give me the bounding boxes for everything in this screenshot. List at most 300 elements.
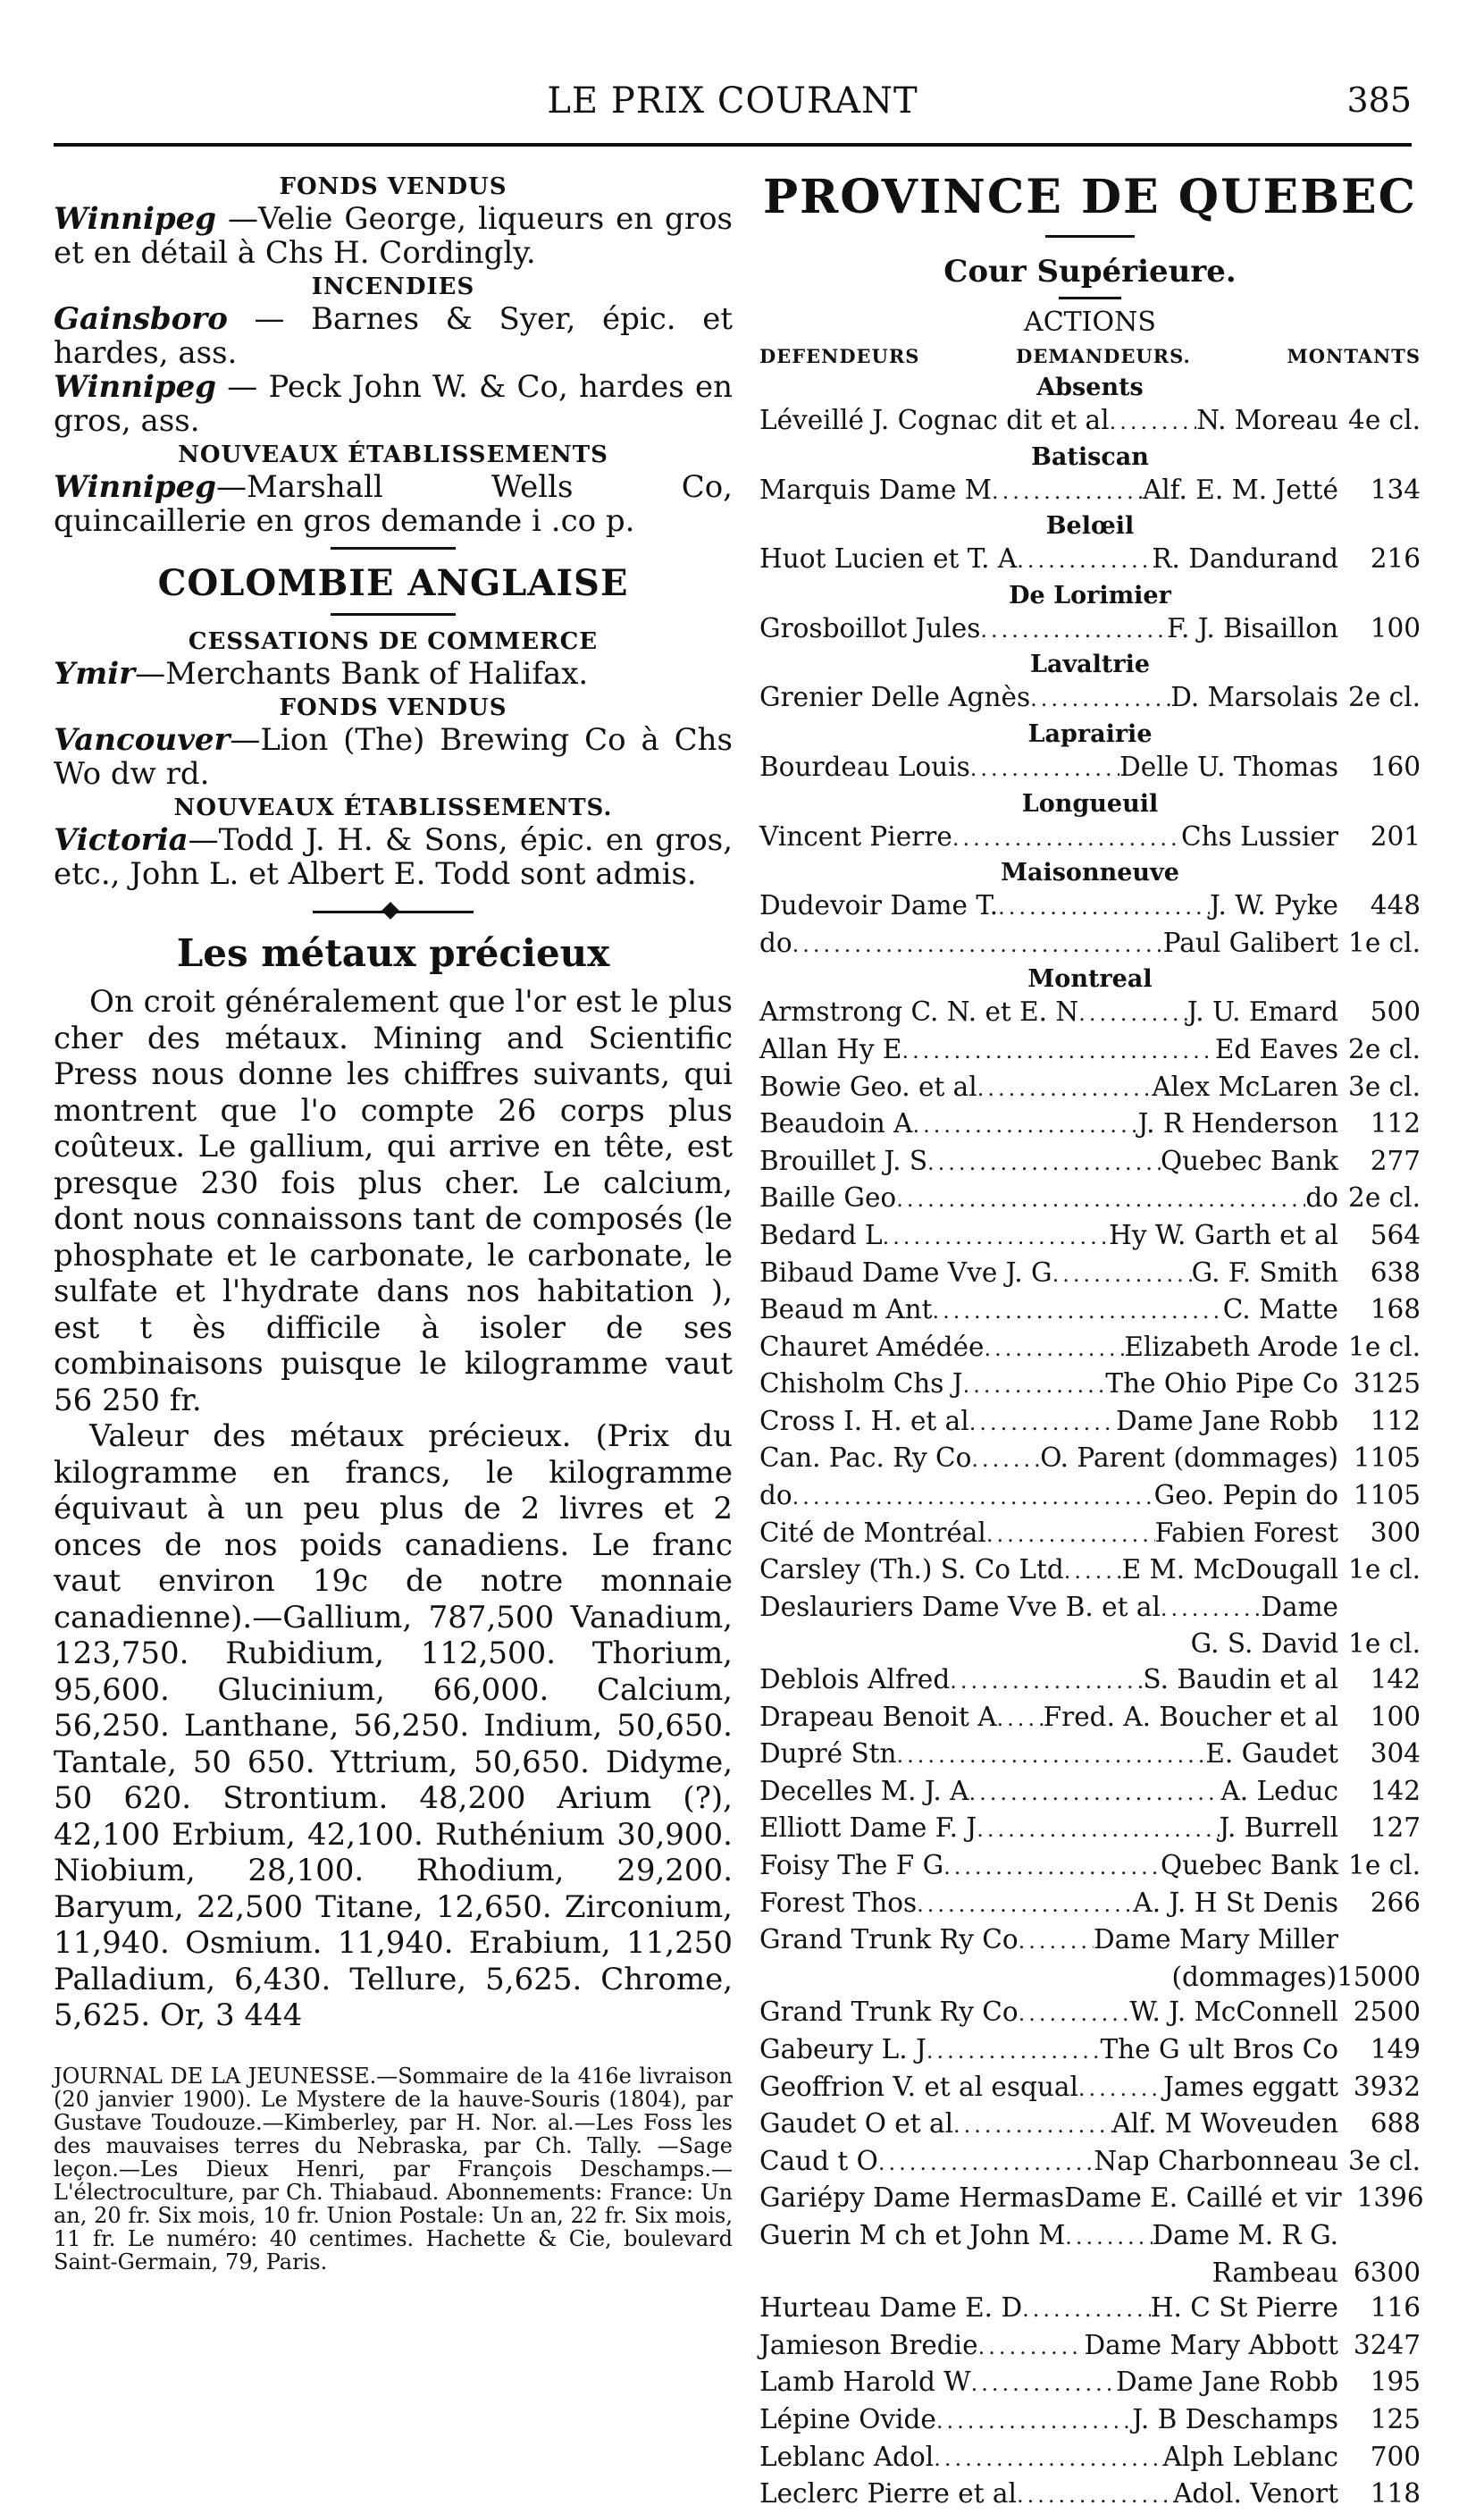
notice-text: —Todd J. H. & Sons, épic. en gros, etc., John L. et Albert E. Todd sont admis.	[54, 822, 733, 892]
action-row	[759, 1736, 1421, 1774]
demandeur: Dame	[1261, 1591, 1338, 1622]
montant: 168	[1370, 1294, 1421, 1325]
leader-dots	[901, 1034, 1214, 1070]
action-row	[759, 750, 1421, 787]
action-row	[759, 995, 1421, 1032]
montant: 15000	[1337, 1961, 1421, 1992]
demandeur: (dommages)	[1171, 1961, 1337, 1992]
notice-text: —Lion (The) Brewing Co à Chs Wo dw rd.	[54, 722, 733, 792]
demandeur: C. Matte	[1222, 1294, 1338, 1325]
leader-dots	[1017, 543, 1152, 579]
action-row	[759, 2291, 1421, 2328]
leader-dots	[952, 821, 1181, 857]
demandeur: The Ohio Pipe Co	[1105, 1368, 1338, 1400]
article-paragraph: On croit généralement que l'or est le plus cher des métaux. Mining and Scientific Press nous donne les chiffres suivants, qui montrent que l'o compte 26 corps plus coûteux. Le gallium, qui arrive en tête, est presque 230 fois plus cher. Le calcium, dont nous connaissons tant de composés (le phosphate et le carbonate, le carbonate, le sulfate et l'hydrate dans nos habitation ), est t ès difficile à isoler de ses combinaisons puisque le kilogramme vaut 56 250 fr.	[54, 984, 734, 1418]
montant: 1e cl.	[1348, 1554, 1421, 1585]
montant: 1396	[1356, 2182, 1424, 2214]
leader-dots	[997, 1702, 1044, 1737]
leader-dots	[980, 613, 1167, 649]
defendeur: Caud t O	[759, 2145, 878, 2176]
demandeur: James eggatt	[1163, 2071, 1338, 2102]
montant: 2e cl.	[1348, 1182, 1421, 1214]
leader-dots	[926, 2034, 1101, 2070]
demandeur: Fred. A. Boucher et al	[1043, 1701, 1338, 1732]
defendeur: Allan Hy E	[759, 1033, 902, 1064]
leader-dots	[969, 1406, 1116, 1442]
notice-text: —Velie George, liqueurs en gros et en détail à Chs H. Cordingly.	[54, 201, 733, 271]
action-row	[759, 2032, 1421, 2070]
header-demandeurs: DEMANDEURS.	[1016, 345, 1191, 367]
running-title: LE PRIX COURANT	[547, 80, 918, 122]
demandeur: H. C St Pierre	[1150, 2292, 1338, 2324]
leader-dots	[792, 1480, 1154, 1516]
demandeur: Dame M. R G.	[1152, 2219, 1338, 2250]
leader-dots	[1017, 2478, 1173, 2514]
defendeur: Dupré Stn	[759, 1738, 897, 1770]
montant: 1105	[1353, 1442, 1421, 1474]
leader-dots	[977, 1812, 1219, 1848]
subheading: NOUVEAUX ÉTABLISSEMENTS.	[173, 795, 613, 821]
demandeur: do	[1305, 1182, 1338, 1214]
demandeur: J. U. Emard	[1186, 996, 1338, 1028]
demandeur: A. J. H St Denis	[1133, 1887, 1338, 1918]
leader-dots	[1065, 2220, 1152, 2256]
defendeur: Leclerc Pierre et al	[759, 2478, 1017, 2510]
demandeur: E. Gaudet	[1205, 1738, 1338, 1770]
leader-dots	[878, 2146, 1094, 2182]
subheading: FONDS VENDUS	[279, 694, 507, 721]
column-headers	[759, 345, 1421, 367]
place-name: Winnipeg	[54, 469, 217, 505]
montant: 142	[1370, 1664, 1421, 1695]
demandeur: E M. McDougall	[1121, 1554, 1338, 1585]
demandeur: Adol. Venort	[1173, 2478, 1338, 2510]
demandeur: S. Baudin et al	[1143, 1664, 1338, 1695]
leader-dots	[953, 2108, 1111, 2144]
leader-dots	[970, 752, 1119, 787]
demandeur: G. F. Smith	[1191, 1257, 1338, 1288]
defendeur: Deslauriers Dame Vve B. et al	[759, 1591, 1161, 1622]
leader-dots	[992, 475, 1143, 510]
montant: 125	[1370, 2403, 1421, 2434]
defendeur: Grand Trunk Ry Co	[759, 1997, 1019, 2028]
action-row	[759, 1886, 1421, 1923]
page-number: 385	[1346, 80, 1412, 120]
notice-entry	[54, 370, 733, 438]
demandeur: A. Leduc	[1220, 1775, 1338, 1806]
demandeur: G. S. David	[1190, 1628, 1338, 1660]
montant: 100	[1370, 612, 1421, 643]
left-column	[54, 170, 733, 2274]
leader-dots	[943, 1850, 1161, 1886]
defendeur: Decelles M. J. A	[759, 1775, 969, 1806]
notice-entry	[54, 657, 733, 691]
leader-dots	[963, 1368, 1106, 1404]
defendeur: do	[759, 1480, 792, 1511]
action-row	[759, 473, 1421, 510]
leader-dots	[998, 890, 1210, 926]
action-row	[759, 1330, 1421, 1367]
demandeur: Nap Charbonneau	[1094, 2145, 1338, 2176]
leader-dots	[971, 2367, 1116, 2402]
subheading: FONDS VENDUS	[279, 173, 507, 200]
action-row-continued	[759, 1627, 1421, 1662]
demandeur: W. J. McConnell	[1129, 1997, 1338, 2028]
defendeur: Leblanc Adol	[759, 2441, 935, 2472]
action-row	[759, 2218, 1421, 2256]
demandeur: Alf. E. M. Jetté	[1142, 474, 1338, 505]
defendeur: do	[759, 927, 792, 958]
leader-dots	[934, 2442, 1162, 2477]
action-row	[759, 2106, 1421, 2144]
action-row	[759, 2440, 1421, 2477]
demandeur: Geo. Pepin do	[1153, 1480, 1338, 1511]
montant: 149	[1370, 2033, 1421, 2064]
demandeur: J. R Henderson	[1137, 1108, 1338, 1139]
defendeur: Forest Thos	[759, 1887, 918, 1918]
montant: 638	[1370, 1257, 1421, 1288]
montant: 201	[1370, 820, 1421, 852]
defendeur: Armstrong C. N. et E. N	[759, 996, 1079, 1028]
place-heading: Maisonneuve	[1001, 859, 1179, 887]
action-row	[759, 2365, 1421, 2402]
place-name: Victoria	[54, 822, 189, 858]
montant: 1105	[1353, 1480, 1421, 1511]
action-row	[759, 1366, 1421, 1404]
action-row	[759, 2402, 1421, 2440]
place-heading: Batiscan	[1031, 442, 1149, 471]
action-row	[759, 1292, 1421, 1330]
montant: 300	[1370, 1517, 1421, 1548]
action-row	[759, 1590, 1421, 1627]
actions-list	[759, 373, 1424, 2514]
action-row	[759, 1070, 1421, 1107]
montant: 100	[1370, 1701, 1421, 1732]
leader-dots	[883, 1220, 1110, 1256]
montant: 4e cl.	[1348, 405, 1421, 435]
section-rule	[331, 547, 456, 550]
action-row	[759, 2144, 1421, 2182]
defendeur: Marquis Dame M	[759, 474, 992, 505]
montant: 127	[1370, 1812, 1421, 1844]
montant: 3125	[1353, 1368, 1421, 1400]
header-montants: MONTANTS	[1287, 345, 1421, 367]
action-row	[759, 2476, 1421, 2514]
journal-title: JOURNAL DE LA JEUNESSE.	[54, 2063, 377, 2089]
subheading: NOUVEAUX ÉTABLISSEMENTS	[178, 441, 608, 468]
leader-dots	[1110, 405, 1197, 441]
montant: 2e cl.	[1348, 682, 1421, 713]
defendeur: Gariépy Dame Hermas	[759, 2182, 1065, 2214]
section-title: COLOMBIE ANGLAISE	[157, 562, 629, 604]
defendeur: Cross I. H. et al	[759, 1405, 969, 1436]
action-row	[759, 1848, 1421, 1886]
notice-entry	[54, 470, 733, 538]
defendeur: Bedard L	[759, 1219, 883, 1250]
notice-entry	[54, 723, 733, 791]
defendeur: Elliott Dame F. J	[759, 1812, 977, 1844]
notice-entry	[54, 302, 733, 370]
montant: 2e cl.	[1348, 1033, 1421, 1064]
article-paragraph: Valeur des métaux précieux. (Prix du kilogramme en francs, le kilogramme équivaut à un peu plus de 2 livres et 2 onces de nos poids canadiens. Le franc vaut environ 19c de notre monnaie canadienne).—Gallium, 787,500 Vanadium, 123,750. Rubidium, 112,500. Thorium, 95,600. Glucinium, 66,000. Calcium, 56,250. Lanthane, 56,250. Indium, 50,650. Tantale, 50 650. Yttrium, 50,650. Didyme, 50 620. Strontium. 48,200 Arium (?), 42,100 Erbium, 42,100. Ruthénium 30,900. Niobium, 28,100. Rhodium, 29,200. Baryum, 22,500 Titane, 12,650. Zirconium, 11,940. Osmium. 11,940. Erabium, 11,250 Palladium, 6,430. Tellure, 5,625. Chrome, 5,625. Or, 3 444	[54, 1418, 733, 2033]
leader-dots	[1064, 1554, 1122, 1590]
subheading: INCENDIES	[311, 273, 475, 300]
section-rule	[331, 613, 456, 616]
defendeur: Cité de Montréal	[759, 1517, 986, 1548]
leader-dots	[1030, 682, 1170, 718]
demandeur: D. Marsolais	[1170, 682, 1338, 713]
montant: 3932	[1353, 2071, 1421, 2102]
montant: 112	[1370, 1405, 1421, 1436]
leader-dots	[986, 1518, 1155, 1553]
notice-entry	[54, 202, 733, 270]
bulletin-colombie	[54, 628, 733, 891]
action-row	[759, 1552, 1421, 1590]
leader-dots	[936, 2404, 1132, 2440]
demandeur: J. W. Pyke	[1209, 890, 1338, 921]
leader-dots	[933, 1294, 1223, 1330]
action-row	[759, 611, 1421, 649]
place-heading: Belœil	[1045, 512, 1135, 541]
demandeur: Dame Mary Abbott	[1084, 2329, 1338, 2360]
place-name: Vancouver	[54, 722, 231, 758]
defendeur: Hurteau Dame E. D	[759, 2292, 1023, 2324]
title-rule	[1045, 235, 1135, 238]
action-row	[759, 1995, 1421, 2032]
action-row	[759, 2181, 1424, 2218]
defendeur: Vincent Pierre	[759, 820, 952, 852]
montant: 3e cl.	[1348, 1071, 1421, 1102]
demandeur: O. Parent (dommages)	[1040, 1442, 1338, 1474]
header-rule	[54, 143, 1412, 147]
defendeur: Beaudoin A	[759, 1108, 913, 1139]
place-heading: Longueuil	[1021, 789, 1159, 818]
action-row	[759, 2070, 1421, 2107]
leader-dots	[978, 2330, 1085, 2366]
subheading: CESSATIONS DE COMMERCE	[188, 628, 599, 655]
demandeur: F. J. Bisaillon	[1167, 612, 1338, 643]
action-row	[759, 542, 1421, 579]
place-heading: Lavaltrie	[1029, 651, 1151, 679]
demandeur: Rambeau	[1212, 2257, 1338, 2288]
notice-text: —Marshall Wells Co, quincaillerie en gros demande i .co p.	[54, 469, 733, 539]
defendeur: Dudevoir Dame T.	[759, 890, 999, 921]
defendeur: Chauret Amédée	[759, 1331, 985, 1362]
demandeur: Elizabeth Arode	[1124, 1331, 1338, 1362]
montant: 195	[1370, 2367, 1421, 2398]
action-row	[759, 1256, 1421, 1293]
action-row	[759, 1516, 1421, 1553]
province-title: PROVINCE DE QUEBEC	[762, 170, 1418, 224]
demandeur: J. Burrell	[1219, 1812, 1338, 1844]
right-column	[759, 170, 1424, 2514]
leader-dots	[792, 928, 1163, 963]
defendeur: Gaudet O et al	[759, 2108, 954, 2140]
montant: 6300	[1353, 2257, 1421, 2288]
action-row	[759, 680, 1421, 718]
notice-entry	[54, 823, 733, 891]
demandeur: J. B Deschamps	[1132, 2403, 1338, 2434]
leader-dots	[985, 1332, 1125, 1367]
demandeur: Quebec Bank	[1160, 1850, 1338, 1880]
montant: 160	[1370, 751, 1421, 782]
demandeur: The G ult Bros Co	[1100, 2033, 1338, 2064]
montant: 2500	[1353, 1997, 1421, 2028]
demandeur: Delle U. Thomas	[1119, 751, 1338, 782]
action-row-continued	[759, 1960, 1421, 1996]
defendeur: Guerin M ch et John M	[759, 2219, 1066, 2250]
demandeur: Quebec Bank	[1160, 1145, 1338, 1176]
demandeur: Dame Jane Robb	[1115, 1405, 1338, 1436]
defendeur: Grenier Delle Agnès	[759, 682, 1031, 713]
demandeur: Alf. M Woveuden	[1111, 2108, 1338, 2140]
leader-dots	[1078, 996, 1186, 1032]
defendeur: Carsley (Th.) S. Co Ltd	[759, 1554, 1064, 1585]
defendeur: Grosboillot Jules	[759, 612, 981, 643]
demandeur: Paul Galibert	[1162, 927, 1338, 958]
demandeur: Alph Leblanc	[1162, 2441, 1338, 2472]
montant: 116	[1370, 2292, 1421, 2324]
article-title: Les métaux précieux	[176, 931, 610, 975]
leader-dots	[950, 1664, 1143, 1700]
journal-text: —Sommaire de la 416e livraison (20 janvier 1900). Le Mystere de la hauve-Souris (1804), par Gustave Toudouze.—Kimberley, par H. Nor. al.—Les Foss les des mauvaises terres du Nebraska, par Ch. Tally. —Sage leçon.—Les Dieux Henri, par François Deschamps.—L'électroculture, par Ch. Thiabaud. Abonnements: France: Un an, 20 fr. Six mois, 10 fr. Union Postale: Un an, 22 fr. Six mois, 11 fr. Le numéro: 40 centimes. Hachette & Cie, boulevard Saint-Germain, 79, Paris.	[54, 2063, 734, 2274]
notice-text: — Barnes & Syer, épic. et hardes, ass.	[54, 301, 733, 371]
action-row	[759, 1441, 1421, 1478]
montant: 564	[1370, 1219, 1421, 1250]
action-row	[759, 1811, 1421, 1848]
defendeur: Can. Pac. Ry Co	[759, 1442, 972, 1474]
montant: 1e cl.	[1348, 1628, 1421, 1660]
montant: 112	[1370, 1108, 1421, 1139]
action-row	[759, 1774, 1421, 1812]
montant: 304	[1370, 1738, 1421, 1770]
action-row	[759, 403, 1421, 441]
court-rule	[1059, 297, 1121, 299]
demandeur: Chs Lussier	[1181, 820, 1338, 852]
place-heading: Laprairie	[1027, 719, 1153, 748]
defendeur: Grand Trunk Ry Co	[759, 1924, 1019, 1955]
defendeur: Lamb Harold W	[759, 2367, 971, 2398]
action-row-continued	[759, 2256, 1421, 2291]
defendeur: Drapeau Benoit A	[759, 1701, 997, 1732]
montant: 1e cl.	[1348, 1850, 1421, 1880]
demandeur: Ed Eaves	[1214, 1033, 1338, 1064]
journal-notice	[54, 2064, 733, 2274]
leader-dots	[1022, 2292, 1151, 2328]
header-defendeurs: DEFENDEURS	[759, 345, 920, 367]
defendeur: Bowie Geo. et al	[759, 1071, 977, 1102]
montant: 500	[1370, 996, 1421, 1028]
demandeur: R. Dandurand	[1152, 543, 1338, 575]
montant: 1e cl.	[1348, 927, 1421, 958]
action-row	[759, 1478, 1421, 1516]
action-row	[759, 1106, 1421, 1144]
leader-dots	[927, 1146, 1161, 1181]
demandeur: Fabien Forest	[1154, 1517, 1338, 1548]
page-header	[54, 80, 1412, 134]
montant: 216	[1370, 543, 1421, 575]
leader-dots	[969, 1776, 1221, 1812]
bulletin-manitoba	[54, 173, 733, 538]
defendeur: Baille Geo	[759, 1182, 897, 1214]
leader-dots	[1052, 1257, 1192, 1293]
place-name: Winnipeg	[54, 201, 217, 237]
action-row	[759, 926, 1421, 963]
montant: 277	[1370, 1145, 1421, 1176]
defendeur: Brouillet J. S	[759, 1145, 928, 1176]
montant: 700	[1370, 2441, 1421, 2472]
actions-heading: ACTIONS	[1024, 307, 1156, 338]
leader-dots	[896, 1182, 1305, 1218]
defendeur: Beaud m Ant	[759, 1294, 933, 1325]
court-title: Cour Supérieure.	[943, 254, 1237, 290]
place-heading: De Lorimier	[1009, 581, 1171, 610]
montant: 3247	[1353, 2329, 1421, 2360]
action-row	[759, 1700, 1421, 1737]
action-row	[759, 1144, 1421, 1181]
demandeur: Dame Mary Miller	[1093, 1924, 1338, 1955]
demandeur: Dame E. Caillé et vir	[1064, 2182, 1342, 2214]
defendeur: Gabeury L. J	[759, 2033, 926, 2064]
leader-dots	[1078, 2072, 1163, 2107]
leader-dots	[897, 1738, 1206, 1774]
montant: 1e cl.	[1348, 1331, 1421, 1362]
action-row	[759, 1181, 1421, 1218]
leader-dots	[917, 1888, 1133, 1923]
defendeur: Geoffrion V. et al esqual	[759, 2071, 1078, 2102]
leader-dots	[971, 1442, 1040, 1478]
demandeur: Hy W. Garth et al	[1109, 1219, 1338, 1250]
leader-dots	[1019, 1924, 1094, 1960]
montant: 3e cl.	[1348, 2145, 1421, 2176]
action-row	[759, 1032, 1421, 1070]
defendeur: Chisholm Chs J	[759, 1368, 963, 1400]
place-name: Winnipeg	[54, 369, 217, 405]
montant: 142	[1370, 1775, 1421, 1806]
montant: 448	[1370, 890, 1421, 921]
action-row	[759, 820, 1421, 857]
notice-text: —Merchants Bank of Halifax.	[135, 656, 589, 692]
montant: 118	[1370, 2478, 1421, 2510]
place-heading: Montreal	[1027, 965, 1153, 994]
defendeur: Lépine Ovide	[759, 2403, 936, 2434]
place-name: Ymir	[54, 656, 136, 692]
leader-dots	[1161, 1592, 1261, 1627]
demandeur: Dame Jane Robb	[1115, 2367, 1338, 2398]
leader-dots	[977, 1072, 1153, 1107]
defendeur: Bibaud Dame Vve J. G	[759, 1257, 1052, 1288]
defendeur: Huot Lucien et T. A	[759, 543, 1018, 575]
leader-dots	[1019, 1997, 1130, 2032]
action-row	[759, 2328, 1421, 2366]
leader-dots	[912, 1108, 1137, 1144]
action-row	[759, 1218, 1421, 1256]
ornament-rule	[313, 911, 474, 913]
place-heading: Absents	[1036, 374, 1144, 401]
montant: 134	[1370, 474, 1421, 505]
montant: 688	[1370, 2108, 1421, 2140]
montant: 266	[1370, 1887, 1421, 1918]
defendeur: Foisy The F G	[759, 1850, 944, 1880]
notice-text: — Peck John W. & Co, hardes en gros, ass.	[54, 369, 733, 439]
defendeur: Jamieson Bredie	[759, 2329, 978, 2360]
action-row	[759, 1404, 1421, 1442]
action-row	[759, 888, 1421, 926]
demandeur: N. Moreau	[1196, 405, 1338, 435]
defendeur: Bourdeau Louis	[759, 751, 970, 782]
action-row	[759, 1922, 1421, 1960]
demandeur: Alex McLaren	[1152, 1071, 1338, 1102]
